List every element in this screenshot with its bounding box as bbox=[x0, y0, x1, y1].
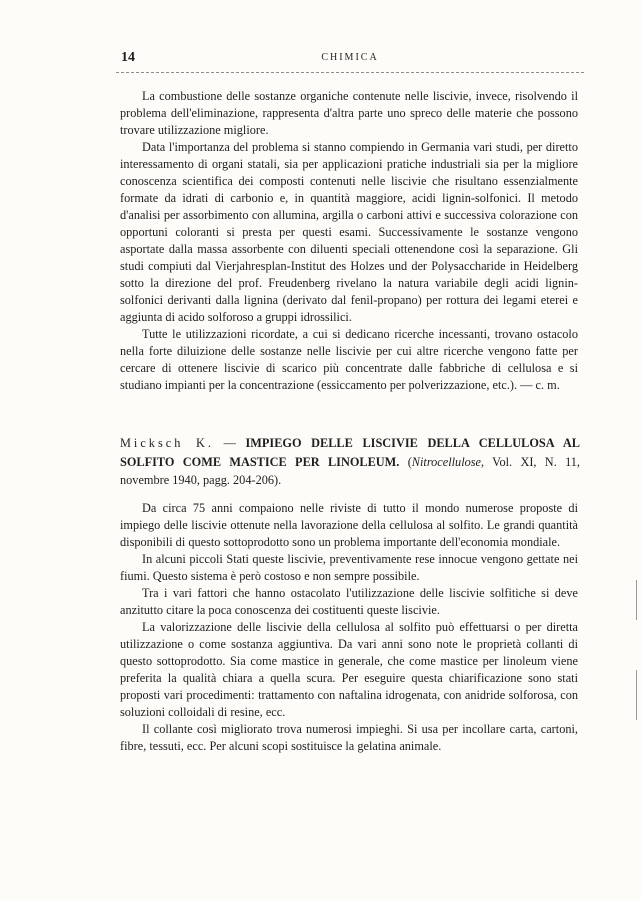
section-continued-text bbox=[120, 88, 578, 394]
page-number: 14 bbox=[121, 50, 135, 65]
article-citation: , Vol. XI, N. 11, novembre 1940, pagg. 204-206). bbox=[120, 454, 580, 487]
paragraph: Da circa 75 anni compaiono nelle riviste di tutto il mondo numerose proposte di impiego delle liscivie ottenute nella lavorazione della cellulosa al solfito. Le grandi quantità disponibili di questo sottoprodotto sono un problema importante dell'economia mondiale. bbox=[120, 501, 578, 549]
running-head: CHIMICA bbox=[321, 52, 379, 63]
paragraph: Data l'importanza del problema si stanno compiendo in Germania vari studi, per diretto interessamento di organi statali, sia per applicazioni pratiche industriali sia per la migliore conoscenza scientifica dei composti contenuti nelle liscivie che risultano essenzialmente formate da idrati di carbonio e, in quantità maggiore, acidi lignin-solfonici. Il metodo d'analisi per assorbimento con allumina, argilla o carboni attivi e successiva colorazione con opportuni coloranti si presta per questi esami. Successivamente le sostanze vengono asportate dalla massa assorbente con diluenti speciali ottenendone così la separazione. Gli studi compiuti dal Vierjahresplan-Institut des Holzes und der Polysaccharide in Heidelberg sotto la direzione del prof. Freudenberg rivelano la natura variabile degli acidi lignin-solfonici derivanti dalla lignina (derivato dal fenil-propano) per rottura dei legami eterei e aggiunta di acido solforoso a gruppi idrossilici. bbox=[120, 140, 578, 324]
article-body bbox=[120, 500, 578, 755]
article-heading: Micksch K. — IMPIEGO DELLE LISCIVIE DELLA CELLULOSA AL SOLFITO COME MASTICE PER LINOLEUM. (Nitrocellulose, Vol. XI, N. 11, novembre 1940, pagg. 204-206). bbox=[120, 436, 580, 487]
journal-name: Nitrocellulose bbox=[411, 454, 482, 469]
paragraph: La valorizzazione delle liscivie della cellulosa al solfito può effettuarsi o per diretta utilizzazione o come sostanza aggiuntiva. Da vari anni sono note le proprietà collanti di questo sottoprodotto. Sia come mastice in generale, che come mastice per linoleum viene preferita la qualità chiara a quella scura. Per eseguire questa chiarificazione sono stati proposti vari procedimenti: trattamento con naftalina idrogenata, con anidride solforosa, con soluzioni colloidali di resine, ecc. bbox=[120, 620, 578, 719]
paragraph: Tutte le utilizzazioni ricordate, a cui si dedicano ricerche incessanti, trovano ostacolo nella forte diluizione delle sostanze nelle liscivie per cui altre ricerche vengono fatte per cercare di ottenere liscivie di scarico più concentrate dalle fabbriche di cellulosa e si studiano impianti per la concentrazione (essiccamento per polverizzazione, etc.). — c. m. bbox=[120, 327, 578, 392]
header-rule bbox=[116, 72, 584, 73]
paragraph: In alcuni piccoli Stati queste liscivie, preventivamente rese innocue vengono gettate nei fiumi. Questo sistema è però costoso e non sempre possibile. bbox=[120, 552, 578, 583]
scan-edge-mark bbox=[636, 580, 637, 620]
scan-edge-mark bbox=[636, 670, 637, 720]
page-header bbox=[115, 50, 585, 70]
paragraph: Tra i vari fattori che hanno ostacolato l'utilizzazione delle liscivie solfitiche si deve anzitutto citare la poca conoscenza dei costituenti queste liscivie. bbox=[120, 586, 578, 617]
paragraph: La combustione delle sostanze organiche contenute nelle liscivie, invece, risolvendo il problema dell'eliminazione, rappresenta d'altra parte uno spreco delle materie che possono trovare utilizzazione migliore. bbox=[120, 89, 578, 137]
paragraph: Il collante così migliorato trova numerosi impieghi. Si usa per incollare carta, cartoni, fibre, tessuti, ecc. Per alcuni scopi sostituisce la gelatina animale. bbox=[120, 722, 578, 753]
article-author: Micksch K. bbox=[120, 436, 214, 450]
article-title: IMPIEGO DELLE LISCIVIE DELLA CELLULOSA AL SOLFITO COME MASTICE PER LINOLEUM. bbox=[120, 436, 580, 469]
heading-dash: — bbox=[213, 436, 246, 450]
